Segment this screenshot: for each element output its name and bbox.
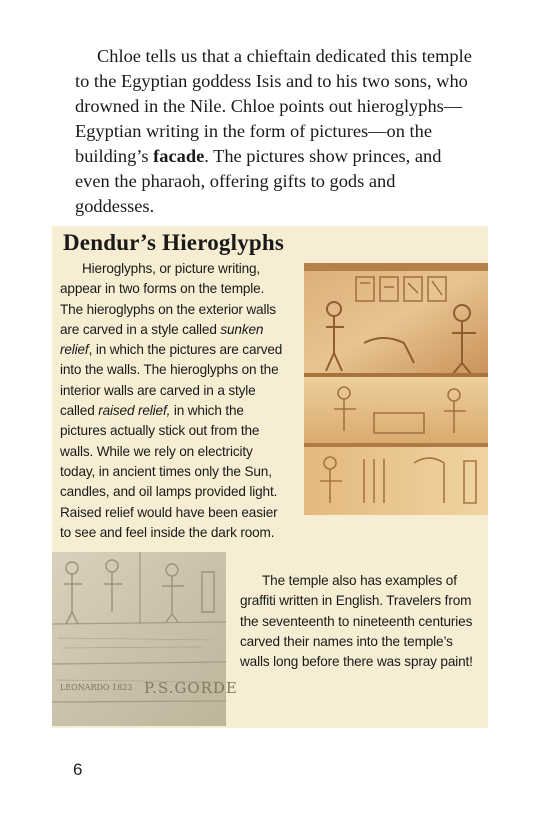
sidebar-title: Dendur’s Hieroglyphs [63,230,285,255]
sidebar-italic-2: raised relief, [98,403,171,419]
sidebar-text-3: in which the pictures actually stick out from the walls. While we rely on electricity today, in ancient times only the Sun, candles, and oil lamps provided light. Raised relief would have been easier to see and feel inside the dark room. [60,403,278,540]
graffiti-paragraph [240,571,480,672]
page-number: 6 [73,760,83,779]
graffiti-text: The temple also has examples of graffiti written in English. Travelers from the seventeenth to nineteenth centuries carved their names into the temple’s walls long before there was spray paint! [240,573,473,670]
graffiti-wall-image [52,552,238,726]
intro-text-2: . The pictures show princes, and even the pharaoh, offering gifts to gods and goddesses. [75,146,442,216]
graffiti-name-1: LEONARDO 1823 [60,683,133,692]
sidebar-italic-1: sunken relief [60,321,264,358]
sidebar-paragraph [60,259,290,543]
sidebar-box [52,226,488,728]
sidebar-text-2: , in which the pictures are carved into the walls. The hieroglyphs on the interior walls are carved in a style called [60,342,283,419]
hieroglyph-relief-image [304,263,488,515]
sidebar-text-1: Hieroglyphs, or picture writing, appear in two forms on the temple. The hieroglyphs on the exterior walls are carved in a style called [60,261,276,337]
intro-bold-term: facade [153,146,205,166]
intro-text-1: Chloe tells us that a chieftain dedicated this temple to the Egyptian goddess Isis and to his two sons, who drowned in the Nile. Chloe points out hieroglyphs—Egyptian writing in the form of pictures—on the building’s [75,46,472,166]
hieroglyph-relief-photo [304,263,488,515]
graffiti-name-2: P.S.GORDE [144,679,238,697]
graffiti-wall-photo [52,552,238,726]
intro-paragraph [75,44,475,219]
sidebar-body [60,259,290,543]
